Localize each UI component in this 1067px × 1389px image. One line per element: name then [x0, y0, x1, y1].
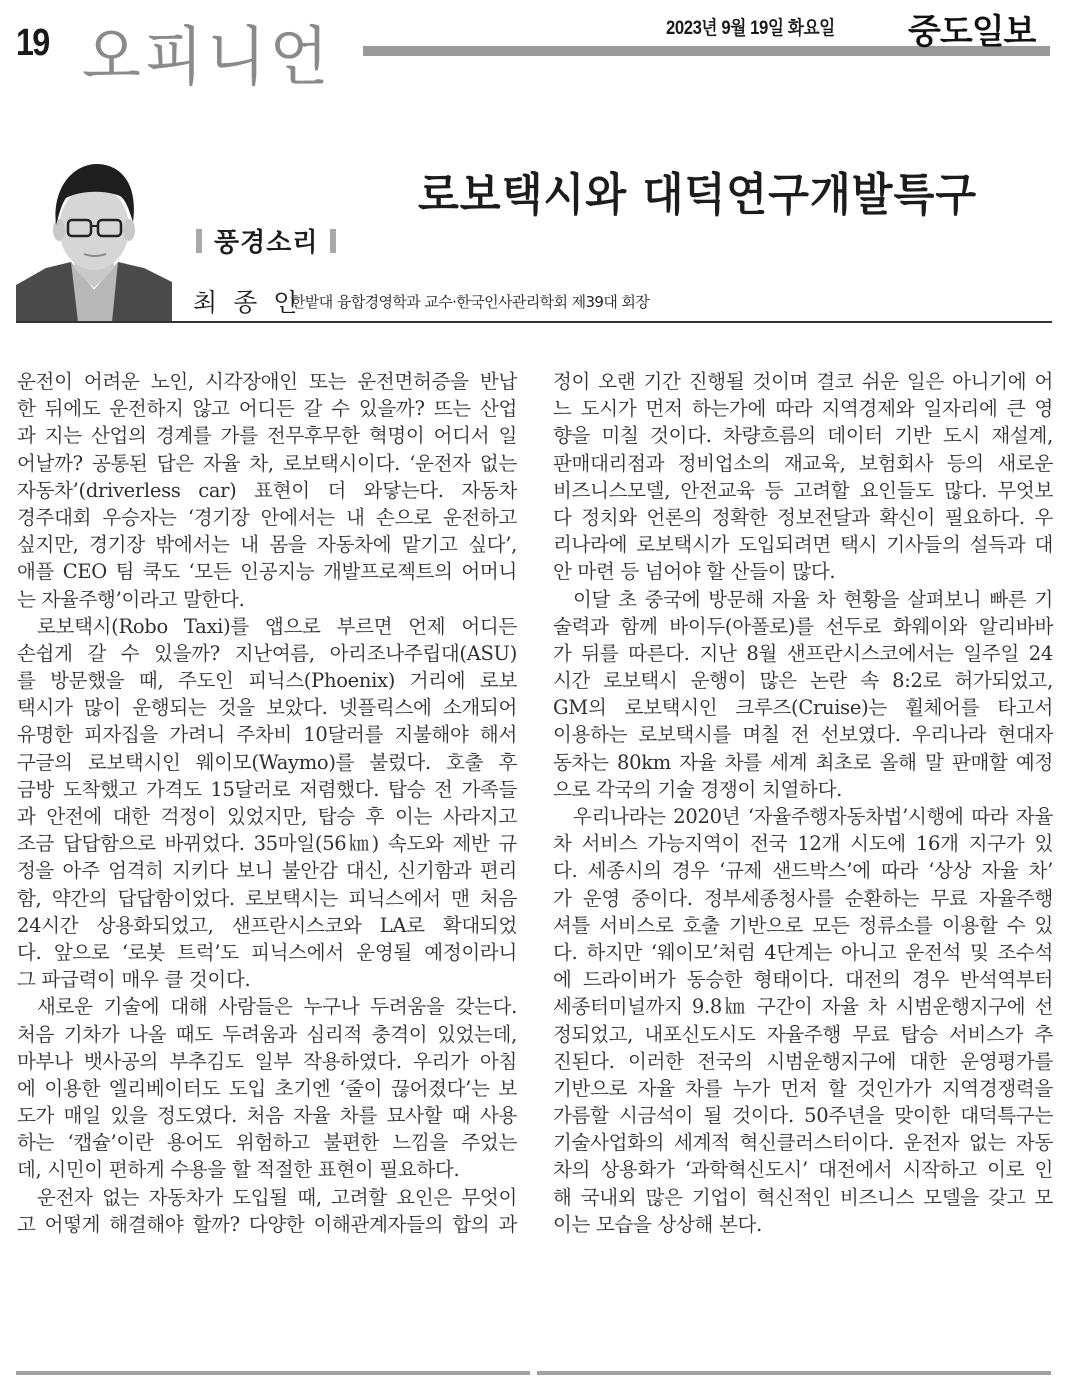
text-line: 다 정치와 언론의 정확한 정보전달과 확신이 필요하다. 우	[553, 505, 1053, 529]
column-name: 풍경소리	[214, 228, 319, 258]
text-line: 하는 ‘캡슐’이란 용어도 위험하고 불편한 느낌을 주었는	[17, 1131, 517, 1155]
text-line: 셔틀 서비스로 호출 기반으로 모든 정류소를 이용할 수 있	[553, 913, 1053, 937]
text-line: 다. 하지만 ‘웨이모’처럼 4단계는 아니고 운전석 및 조수석	[553, 940, 1053, 964]
text-line: 금방 도착했고 가격도 15달러로 저렴했다. 탑승 전 가족들	[17, 777, 517, 801]
text-line: 마부나 뱃사공의 부추김도 일부 작용하였다. 우리가 아침	[17, 1049, 517, 1073]
text-line: 새로운 기술에 대해 사람들은 누구나 두려움을 갖는다.	[37, 995, 517, 1019]
page-number: 19	[16, 22, 49, 64]
text-line: 술력과 함께 바이두(아폴로)를 선두로 화웨이와 알리바바	[553, 614, 1053, 638]
text-line: 함, 약간의 답답함이었다. 로보택시는 피닉스에서 맨 처음	[17, 886, 517, 910]
text-line: 한 뒤에도 운전하지 않고 어디든 갈 수 있을까? 뜨는 산업	[17, 397, 517, 421]
text-line: 24시간 상용화되었고, 샌프란시스코와 LA로 확대되었	[17, 913, 517, 937]
text-line: 진된다. 이러한 전국의 시범운행지구에 대한 운영평가를	[553, 1049, 1053, 1073]
text-line: 과 지는 산업의 경계를 가를 전무후무한 혁명이 어디서 일	[17, 424, 517, 448]
author-name: 최 종 인	[193, 288, 302, 317]
text-line: 정을 아주 엄격히 지키다 보니 불안감 대신, 신기함과 편리	[17, 859, 517, 883]
text-line: 세종터미널까지 9.8㎞ 구간이 자율 차 시범운행지구에 선	[553, 995, 1053, 1019]
text-line: 정이 오랜 기간 진행될 것이며 결코 쉬운 일은 아니기에 어	[553, 370, 1053, 393]
text-line: 로보택시(Robo Taxi)를 앱으로 부르면 언제 어디든	[37, 614, 517, 638]
text-line: 유명한 피자집을 가려니 주차비 10달러를 지불해야 해서	[17, 723, 517, 747]
text-line: 기반으로 자율 차를 누가 먼저 할 것인가가 지역경쟁력을	[553, 1076, 1053, 1100]
bottom-divider-right	[537, 1371, 1051, 1375]
text-line: 다. 세종시의 경우 ‘규제 샌드박스’에 따라 ‘상상 자율 차’	[553, 859, 1053, 883]
section-title: 오피니언	[82, 21, 333, 95]
text-line: 운전이 어려운 노인, 시각장애인 또는 운전면허증을 반납	[17, 370, 517, 393]
author-affiliation: 한밭대 융합경영학과 교수·한국인사관리학회 제39대 회장	[291, 293, 650, 311]
text-line: 는 자율주행’이라고 말한다.	[17, 587, 245, 611]
text-line: 다. 앞으로 ‘로봇 트럭’도 피닉스에서 운영될 예정이라니	[17, 940, 517, 964]
text-line: 동차는 80km 자율 차를 세계 최초로 올해 말 판매할 예정	[553, 750, 1053, 774]
text-line: 자동차’(driverless car) 표현이 더 와닿는다. 자동차	[17, 478, 517, 502]
text-line: 이용하는 로보택시를 며칠 전 선보였다. 우리나라 현대자	[553, 723, 1053, 747]
portrait-icon	[16, 150, 172, 322]
article-headline: 로보택시와 대덕연구개발특구	[418, 168, 978, 221]
text-line: GM의 로보택시인 크루즈(Cruise)는 휠체어를 타고서	[553, 696, 1053, 720]
byline-divider	[16, 321, 1052, 323]
text-line: 어날까? 공통된 답은 자율 차, 로보택시이다. ‘운전자 없는	[17, 451, 517, 475]
newspaper-logo: 중도일보	[908, 12, 1036, 52]
text-line: 우리나라는 2020년 ‘자율주행자동차법’시행에 따라 자율	[573, 805, 1053, 828]
text-line: 으로 각국의 기술 경쟁이 치열하다.	[553, 777, 843, 801]
text-line: 택시가 많이 운행되는 것을 보았다. 넷플릭스에 소개되어	[17, 696, 517, 720]
text-line: 싶지만, 경기장 밖에서는 내 몸을 자동차에 맡기고 싶다’,	[17, 533, 517, 557]
text-line: 리나라에 로보택시가 도입되려면 택시 기사들의 설득과 대	[553, 533, 1053, 557]
text-line: 를 방문했을 때, 주도인 피닉스(Phoenix) 거리에 로보	[17, 669, 517, 693]
bottom-divider-left	[16, 1371, 530, 1375]
text-line: 이달 초 중국에 방문해 자율 차 현황을 살펴보니 빠른 기	[573, 587, 1053, 611]
text-line: 판매대리점과 정비업소의 재교육, 보험회사 등의 새로운	[553, 451, 1053, 475]
text-line: 비즈니스모델, 안전교육 등 고려할 요인들도 많다. 무엇보	[553, 478, 1053, 502]
text-line: 향을 미칠 것이다. 차량흐름의 데이터 기반 도시 재설계,	[553, 424, 1053, 448]
text-line: 차 서비스 가능지역이 전국 12개 시도에 16개 지구가 있	[553, 832, 1053, 856]
article-column-right	[553, 368, 1053, 1238]
text-line: 애플 CEO 팀 쿡도 ‘모든 인공지능 개발프로젝트의 어머니	[17, 560, 517, 584]
text-line: 느 도시가 먼저 하는가에 따라 지역경제와 일자리에 큰 영	[553, 397, 1053, 421]
author-photo	[16, 150, 172, 322]
text-line: 기술사업화의 세계적 혁신클러스터이다. 운전자 없는 자동	[553, 1131, 1053, 1155]
text-line: 데, 시민이 편하게 수용을 할 적절한 표현이 필요하다.	[17, 1158, 460, 1182]
label-bar-right	[330, 229, 336, 253]
text-line: 이는 모습을 상상해 본다.	[553, 1212, 762, 1236]
text-line: 시간 로보택시 운행이 많은 논란 속 8:2로 허가되었고,	[553, 669, 1053, 693]
issue-date: 2023년 9월 19일 화요일	[666, 18, 835, 39]
text-line: 차의 상용화가 ‘과학혁신도시’ 대전에서 시작하고 이로 인	[553, 1158, 1053, 1182]
text-line: 정되었고, 내포신도시도 자율주행 무료 탑승 서비스가 추	[553, 1022, 1053, 1046]
text-line: 에 이용한 엘리베이터도 도입 초기엔 ‘줄이 끊어졌다’는 보	[17, 1076, 517, 1100]
text-line: 가름할 시금석이 될 것이다. 50주년을 맞이한 대덕특구는	[553, 1104, 1053, 1128]
text-line: 해 국내외 많은 기업이 혁신적인 비즈니스 모델을 갖고 모	[553, 1185, 1053, 1209]
column-label	[196, 222, 336, 259]
text-line: 그 파급력이 매우 클 것이다.	[17, 968, 251, 992]
text-line: 운전자 없는 자동차가 도입될 때, 고려할 요인은 무엇이	[37, 1185, 517, 1209]
text-line: 조금 답답함으로 바뀌었다. 35마일(56㎞) 속도와 제반 규	[17, 832, 517, 856]
text-line: 안 마련 등 넘어야 할 산들이 많다.	[553, 560, 836, 584]
text-line: 과 안전에 대한 걱정이 있었지만, 탑승 후 이는 사라지고	[17, 805, 517, 828]
text-line: 구글의 로보택시인 웨이모(Waymo)를 불렀다. 호출 후	[17, 750, 517, 774]
article-column-left	[17, 368, 517, 1238]
text-line: 도가 매일 있을 정도였다. 처음 자율 차를 묘사할 때 사용	[17, 1104, 517, 1128]
text-line: 에 드라이버가 동승한 형태이다. 대전의 경우 반석역부터	[553, 968, 1053, 992]
text-line: 경주대회 우승자는 ‘경기장 안에서는 내 손으로 운전하고	[17, 505, 517, 529]
text-line: 고 어떻게 해결해야 할까? 다양한 이해관계자들의 합의 과	[17, 1212, 517, 1236]
text-line: 처음 기차가 나올 때도 두려움과 심리적 충격이 있었는데,	[17, 1022, 517, 1046]
text-line: 손쉽게 갈 수 있을까? 지난여름, 아리조나주립대(ASU)	[17, 641, 517, 665]
text-line: 가 뒤를 따른다. 지난 8월 샌프란시스코에서는 일주일 24	[553, 641, 1053, 665]
label-bar-left	[196, 229, 202, 253]
text-line: 가 운영 중이다. 정부세종청사를 순환하는 무료 자율주행	[553, 886, 1053, 910]
